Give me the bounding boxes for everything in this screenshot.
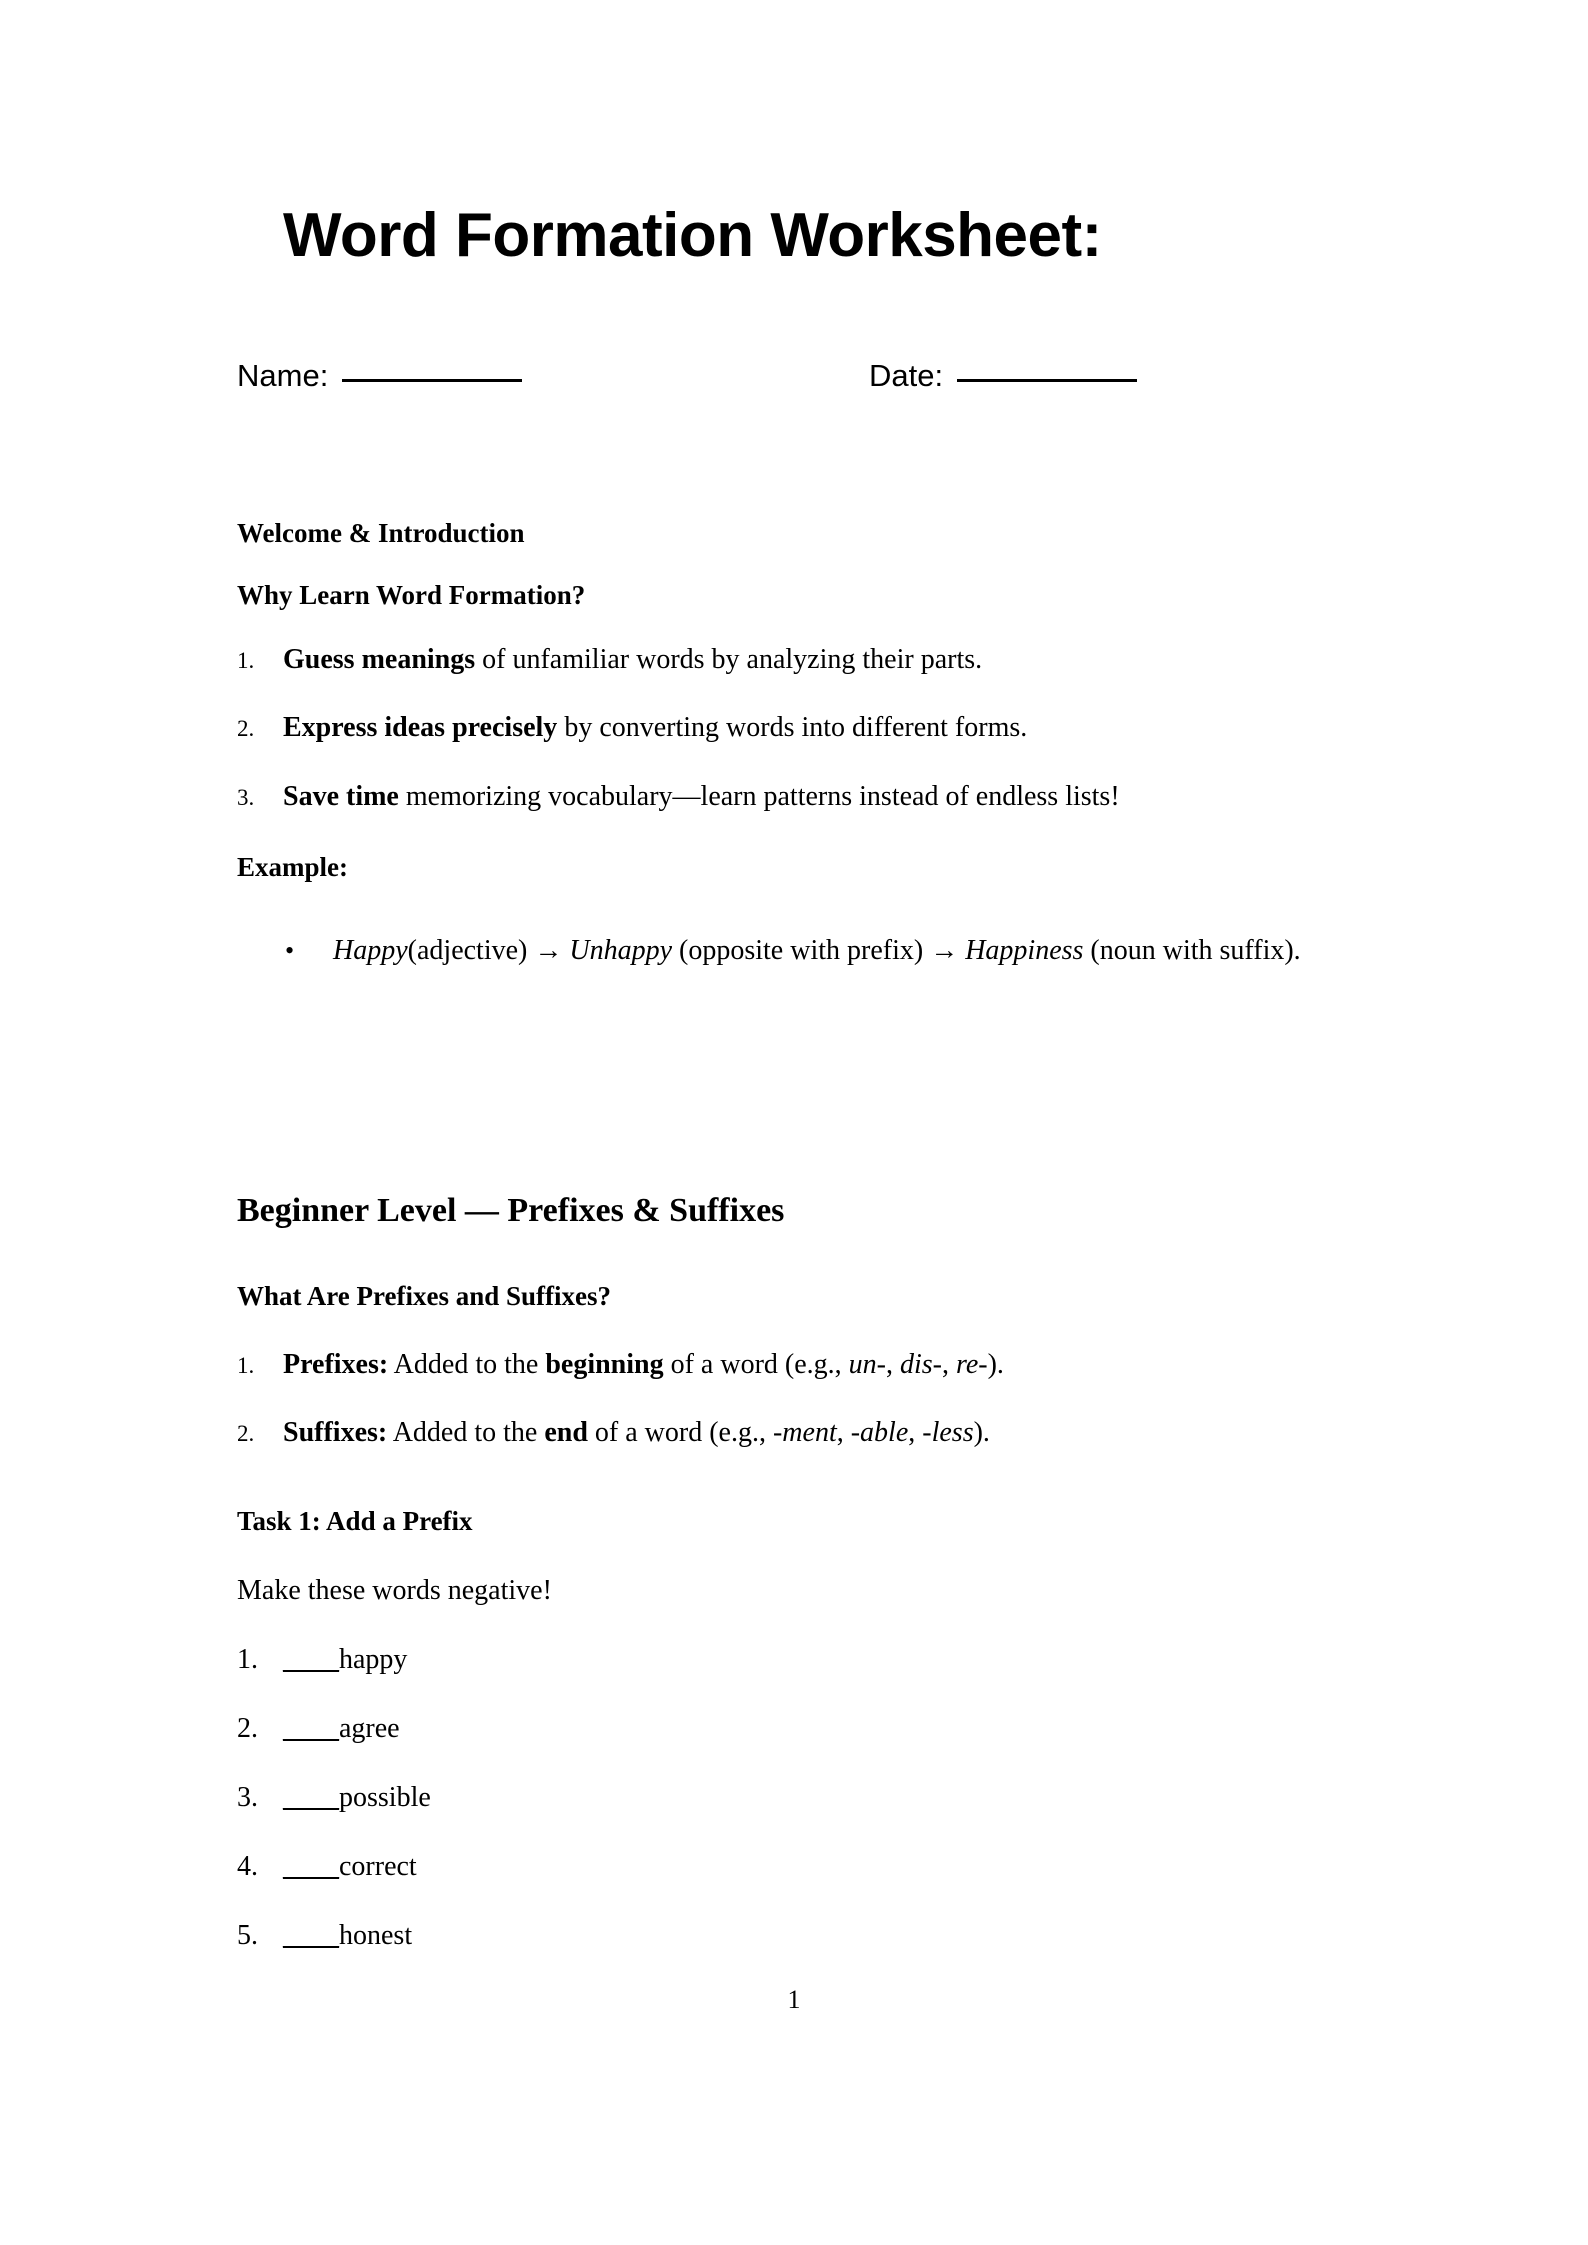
- example-word-unhappy: Unhappy: [569, 935, 673, 966]
- definition-sep-2: ,: [941, 1349, 956, 1380]
- date-input[interactable]: [957, 378, 1137, 382]
- list-item-bold: Guess meanings: [283, 644, 476, 675]
- name-date-row: [237, 356, 1237, 402]
- example-seg-2: (opposite with prefix): [672, 935, 931, 966]
- task-1-instruction: Make these words negative!: [237, 1575, 552, 1606]
- example-label: Example:: [237, 852, 348, 882]
- task-item-marker: 5.: [237, 1920, 258, 1951]
- definition-example-1: un-: [848, 1349, 886, 1380]
- name-label: Name:: [237, 358, 329, 393]
- task-item-marker: 1.: [237, 1644, 258, 1675]
- date-field-group: [869, 356, 1137, 396]
- name-field-group: [237, 356, 522, 396]
- list-item-bold: Save time: [283, 781, 399, 812]
- list-item: [237, 709, 1027, 748]
- definition-tail: ).: [973, 1417, 990, 1448]
- task-item: [237, 1917, 412, 1955]
- task-item-word: correct: [339, 1851, 417, 1882]
- definition-sep-1: ,: [885, 1349, 900, 1380]
- list-item-text: of unfamiliar words by analyzing their parts.: [475, 644, 983, 675]
- name-input[interactable]: [342, 378, 522, 382]
- welcome-heading: Welcome & Introduction: [237, 518, 525, 548]
- what-are-prefixes-heading: What Are Prefixes and Suffixes?: [237, 1281, 611, 1311]
- task-blank-input[interactable]: ____: [283, 1644, 339, 1675]
- list-marker: 2.: [237, 716, 255, 741]
- list-marker: 2.: [237, 1421, 255, 1446]
- list-marker: 1.: [237, 1353, 255, 1378]
- beginner-section-heading: Beginner Level — Prefixes & Suffixes: [237, 1192, 785, 1229]
- task-blank-input[interactable]: ____: [283, 1782, 339, 1813]
- definition-emphasis: end: [544, 1417, 588, 1448]
- example-seg-3: (noun with suffix).: [1083, 935, 1301, 966]
- task-item-word: honest: [339, 1920, 413, 1951]
- task-item-marker: 3.: [237, 1782, 258, 1813]
- definition-sep-2: ,: [908, 1417, 923, 1448]
- task-item-word: happy: [339, 1644, 408, 1675]
- definition-example-2: -able: [850, 1417, 909, 1448]
- definition-example-3: -less: [922, 1417, 974, 1448]
- task-item: [237, 1848, 417, 1886]
- list-item: [237, 1414, 990, 1453]
- definition-sep-1: ,: [836, 1417, 851, 1448]
- arrow-icon: →: [930, 935, 959, 966]
- task-item: [237, 1710, 400, 1748]
- list-item: [237, 641, 982, 680]
- bullet-icon: •: [285, 936, 295, 965]
- arrow-icon: →: [534, 935, 563, 966]
- task-1-heading: Task 1: Add a Prefix: [237, 1506, 473, 1536]
- list-item: [285, 928, 1355, 974]
- why-learn-heading: Why Learn Word Formation?: [237, 580, 586, 610]
- task-item-marker: 2.: [237, 1713, 258, 1744]
- definition-term: Suffixes:: [283, 1417, 388, 1448]
- task-item: [237, 1779, 431, 1817]
- example-seg-1: (adjective): [407, 935, 535, 966]
- list-item: [237, 778, 1120, 817]
- date-label: Date:: [869, 358, 944, 393]
- task-item-word: agree: [339, 1713, 400, 1744]
- example-word-happy: Happy: [333, 935, 408, 966]
- definition-mid-1: Added to the: [387, 1417, 545, 1448]
- page-title: Word Formation Worksheet:: [283, 201, 1102, 270]
- list-item-bold: Express ideas precisely: [283, 712, 558, 743]
- task-blank-input[interactable]: ____: [283, 1920, 339, 1951]
- task-item-marker: 4.: [237, 1851, 258, 1882]
- list-item-text: by converting words into different forms.: [557, 712, 1028, 743]
- list-marker: 3.: [237, 785, 255, 810]
- list-item: [237, 1346, 1004, 1385]
- definition-mid-1: Added to the: [388, 1349, 546, 1380]
- task-blank-input[interactable]: ____: [283, 1713, 339, 1744]
- definition-tail: ).: [987, 1349, 1004, 1380]
- definition-example-2: dis-: [899, 1349, 942, 1380]
- definition-emphasis: beginning: [545, 1349, 664, 1380]
- list-marker: 1.: [237, 648, 255, 673]
- task-item-word: possible: [339, 1782, 431, 1813]
- list-item-text: memorizing vocabulary—learn patterns instead of endless lists!: [398, 781, 1120, 812]
- example-word-happiness: Happiness: [965, 935, 1084, 966]
- example-text: [333, 928, 1355, 974]
- definition-term: Prefixes:: [283, 1349, 389, 1380]
- task-item: [237, 1641, 407, 1679]
- page-number: 1: [787, 1985, 801, 2014]
- task-blank-input[interactable]: ____: [283, 1851, 339, 1882]
- definition-mid-2: of a word (e.g.,: [663, 1349, 849, 1380]
- definition-example-1: -ment: [772, 1417, 837, 1448]
- definition-example-3: re-: [955, 1349, 988, 1380]
- definition-mid-2: of a word (e.g.,: [587, 1417, 773, 1448]
